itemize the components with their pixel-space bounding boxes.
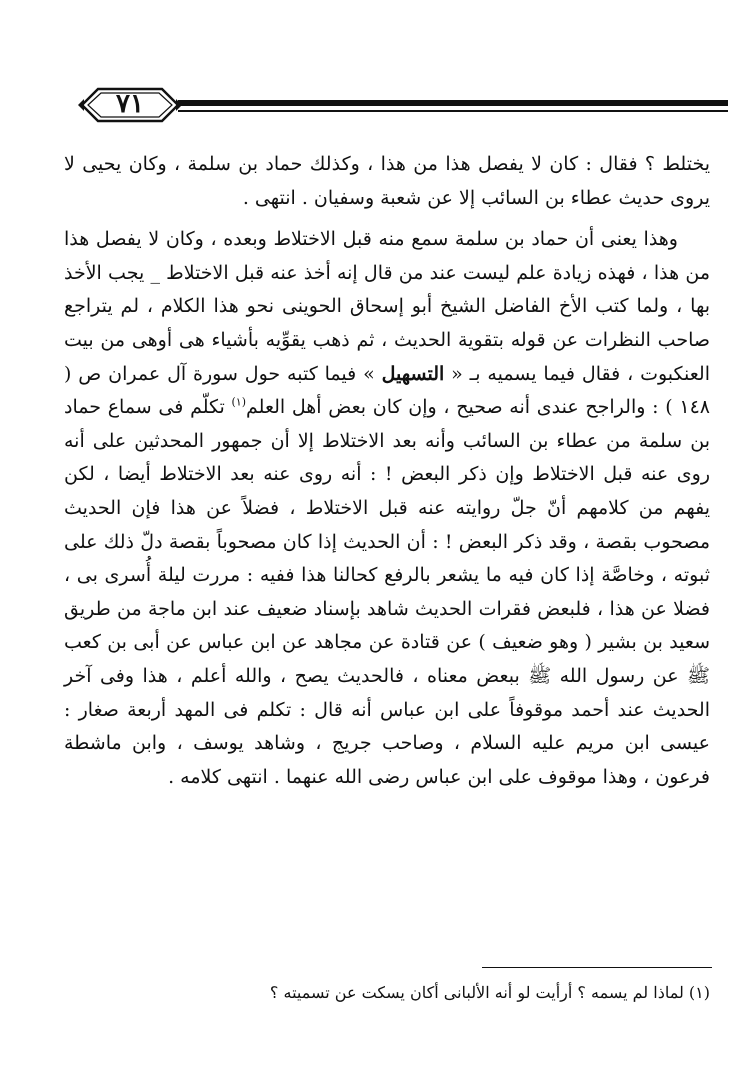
paragraph-2 [64, 223, 710, 794]
footnote: (١) لماذا لم يسمه ؟ أرأيت لو أنه الألبانى أكان يسكت عن تسميته ؟ [269, 983, 710, 1002]
footnote-ref[interactable]: (١) [231, 395, 247, 409]
paragraph-2-text-c: تكلّم فى سماع حماد بن سلمة من عطاء بن السائب وأنه بعد الاختلاط إلا أن جمهور المحدثين على أنه روى عنه قبل الاختلاط وإن ذكر البعض ! : أنه روى عنه بعد الاختلاط أيضا ، لكن يفهم من كلامهم أنّ جلّ روايته عنه قبل الاختلاط ، فضلاً عن هذا فإن الحديث مصحوب بقصة ، وقد ذكر البعض ! : أن الحديث إذا كان مصحوباً بقصة دلّ ذلك على ثبوته ، وخاصَّة إذا كان فيه ما يشعر بالرفع كحالنا هذا ففيه : مررت ليلة أُسرى بى ، فضلا عن هذا ، فلبعض فقرات الحديث شاهد بإسناد ضعيف عند ابن ماجة من طريق سعيد بن بشير ( وهو ضعيف ) عن قتادة عن مجاهد عن ابن عباس عن أبى بن كعب ﷺ عن رسول الله ﷺ ببعض معناه ، فالحديث يصح ، والله أعلم ، هذا وفى آخر الحديث عند أحمد موقوفاً على ابن عباس أنه قال : تكلم فى المهد أربعة صغار : عيسى ابن مريم عليه السلام ، وصاحب جريج ، وشاهد يوسف ، وابن ماشطة فرعون ، وهذا موقوف على ابن عباس رضى الله عنهما . انتهى كلامه . [64, 396, 710, 788]
paragraph-2-text-b: » فيما كتبه حول سورة آل عمران ص ( ١٤٨ ) : والراجح عندى أنه صحيح ، وإن كان بعض أهل العلم [64, 362, 710, 419]
page-number: ٧١ [116, 89, 144, 119]
page-number-badge [78, 83, 182, 127]
header-rule-thin [178, 110, 728, 112]
paragraph-2-text-a: وهذا يعنى أن حماد بن سلمة سمع منه قبل الاختلاط وبعده ، وكان لا يفصل هذا من هذا ، فهذه زيادة علم ليست عند من قال إنه أخذ عنه قبل الاختلاط _ يجب الأخذ بها ، ولما كتب الأخ الفاضل الشيخ أبو إسحاق الحوينى نحو هذا الكلام ، لم يتراجع صاحب النظرات عن قوله بتقوية الحديث ، ثم ذهب يقوِّيه بأشياء هى أوهى من بيت العنكبوت ، فقال فيما يسميه بـ « [64, 228, 710, 385]
body-text [64, 148, 710, 794]
paragraph-gap [64, 215, 710, 223]
paragraph-1-text: يختلط ؟ فقال : كان لا يفصل هذا من هذا ، وكذلك حماد بن سلمة ، وكان يحيى لا يروى حديث عطاء بن السائب إلا عن شعبة وسفيان . انتهى . [64, 153, 710, 209]
header-rule-thick [178, 100, 728, 106]
paragraph-1 [64, 148, 710, 215]
book-title-tasheel: التسهيل [381, 362, 445, 385]
footnote-separator [482, 967, 712, 968]
page-header [78, 83, 728, 127]
